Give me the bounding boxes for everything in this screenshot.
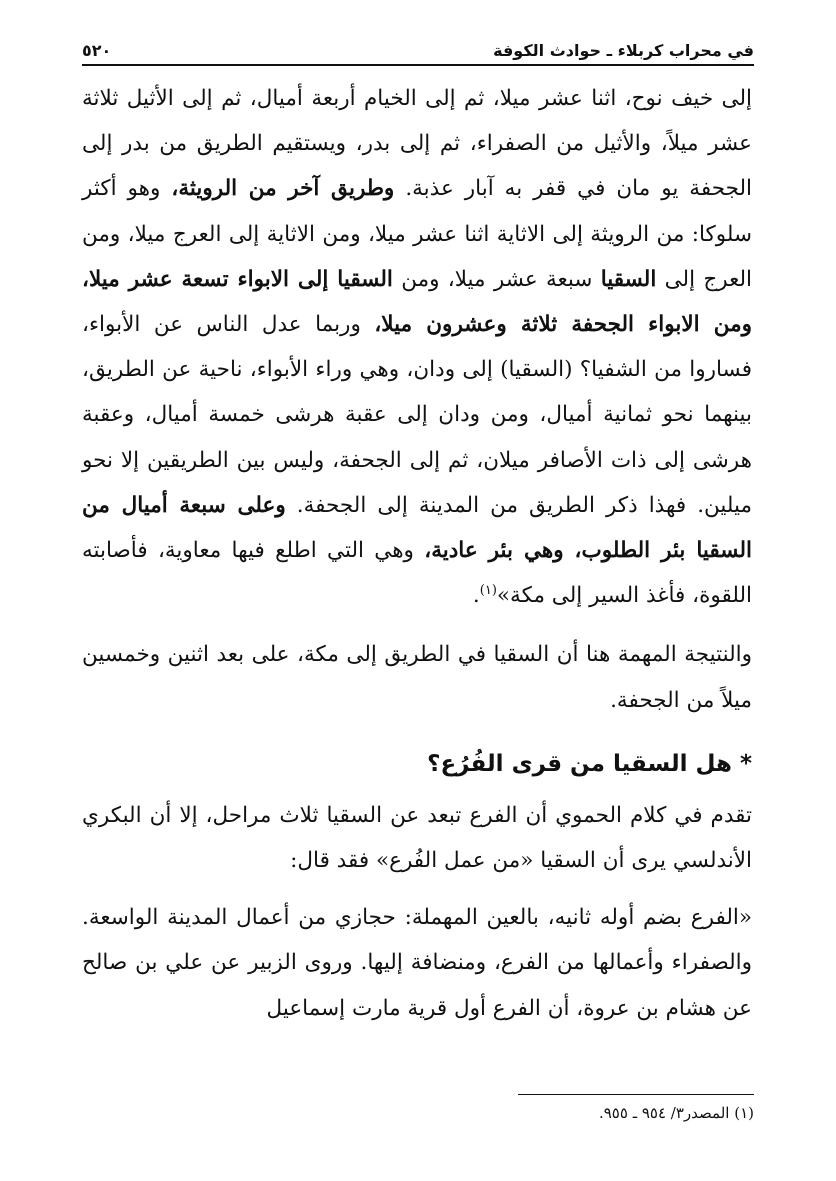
running-title: في محراب كربلاء ـ حوادث الكوفة	[493, 41, 754, 60]
paragraph-conclusion: والنتيجة المهمة هنا أن السقيا في الطريق إلى مكة، على بعد اثنين وخمسين ميلاً من الجحفة.	[82, 642, 752, 713]
footnote-divider	[518, 1094, 754, 1095]
footnote: (١) المصدر٣/ ٩٥٤ ـ ٩٥٥.	[598, 1104, 754, 1122]
paragraph-quote-route: إلى خيف نوح، اثنا عشر ميلا، ثم إلى الخيام أربعة أميال، ثم إلى الأثيل ثلاثة عشر ميلاً، والأثيل من الصفراء، ثم إلى بدر، ويستقيم الطريق من بدر إلى الجحفة يو مان في قفر به آبار عذبة. وطريق آخر من الرويثة، وهو أكثر سلوكا: من الرويثة إلى الاثاية اثنا عشر ميلا، ومن الاثاية إلى العرج ميلا، ومن العرج إلى السقيا سبعة عشر ميلا، ومن السقيا إلى الابواء تسعة عشر ميلا، ومن الابواء الجحفة ثلاثة وعشرون ميلا، وربما عدل الناس عن الأبواء، فساروا من الشفيا؟ (السقيا) إلى ودان، وهي وراء الأبواء، ناحية عن الطريق، بينهما نحو ثمانية أميال، ومن ودان إلى عقبة هرشى خمسة أميال، وعقبة هرشى إلى ذات الأصافر ميلان، ثم إلى الجحفة، وليس بين الطريقين إلا نحو ميلين. فهذا ذكر الطريق من المدينة إلى الجحفة. وعلى سبعة أميال من السقيا بئر الطلوب، وهي بئر عادية، وهي التي اطلع فيها معاوية، فأصابته اللقوة، فأغذ السير إلى مكة»$^{(١)}$.	[82, 86, 753, 609]
paragraph-intro: تقدم في كلام الحموي أن الفرع تبعد عن السقيا ثلاث مراحل، إلا أن البكري الأندلسي يرى أن السقيا «من عمل الفُرع» فقد قال:	[82, 802, 752, 874]
section-heading: * هل السقيا من قرى الفُرُع؟	[427, 750, 752, 777]
bold-phrase: وعلى سبعة أميال من السقيا بئر الطلوب، وهي بئر عادية،	[82, 492, 753, 564]
page-header	[82, 30, 754, 60]
paragraph-quote-bakri: «الفرع بضم أوله ثانيه، بالعين المهملة: حجازي من أعمال المدينة الواسعة. والصفراء وأعمالها من الفرع، ومنضافة إليها. وروى الزبير عن علي بن صالح عن هشام بن عروة، أن الفرع أول قرية مارت إسماعيل	[82, 905, 752, 1021]
bold-phrase: السقيا	[600, 266, 657, 292]
main-text	[82, 76, 752, 1031]
header-divider	[82, 64, 754, 66]
bold-phrase: السقيا إلى الابواء تسعة عشر ميلا، ومن الابواء الجحفة ثلاثة وعشرون ميلا،	[82, 266, 752, 338]
page-number: ٥٢٠	[82, 41, 112, 60]
bold-phrase: وطريق آخر من الرويثة،	[171, 176, 395, 202]
footnote-marker: (١)	[479, 583, 497, 599]
